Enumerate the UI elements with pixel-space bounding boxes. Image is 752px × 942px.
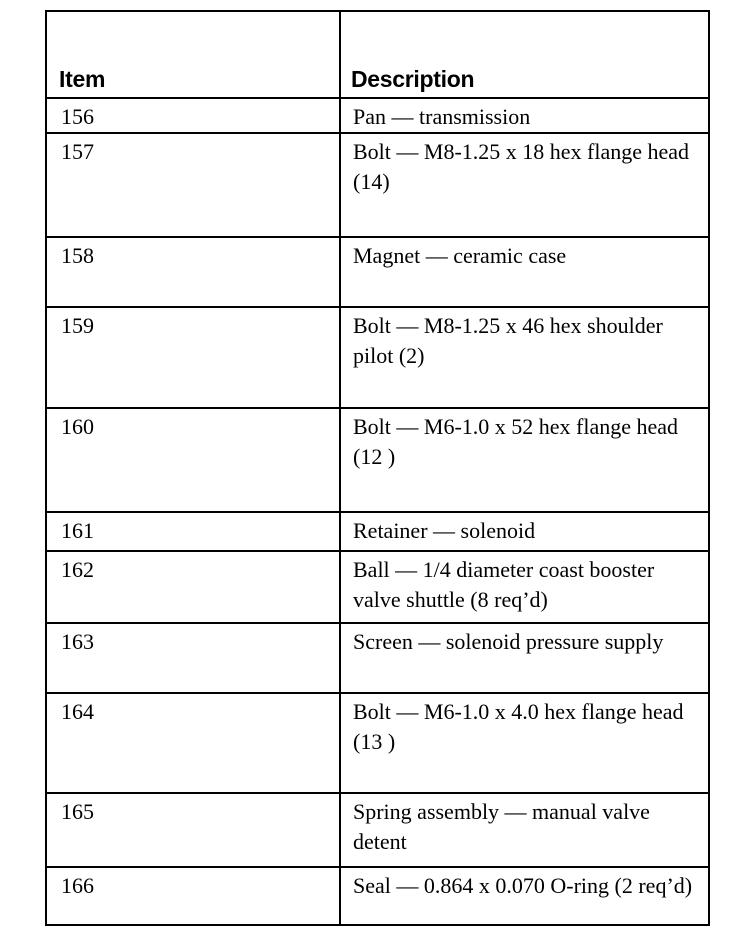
table-row — [47, 867, 708, 924]
item-description: Bolt — M6-1.0 x 4.0 hex flange head (13 ) — [340, 693, 708, 793]
item-number: 158 — [47, 237, 340, 307]
table-row — [47, 693, 708, 793]
item-number: 164 — [47, 693, 340, 793]
table-row — [47, 551, 708, 623]
item-description: Bolt — M6-1.0 x 52 hex flange head (12 ) — [340, 408, 708, 512]
item-number: 162 — [47, 551, 340, 623]
item-description: Bolt — M8-1.25 x 18 hex flange head (14) — [340, 133, 708, 237]
item-number: 165 — [47, 793, 340, 867]
item-number: 157 — [47, 133, 340, 237]
table-row — [47, 512, 708, 551]
item-description: Spring assembly — manual valve detent — [340, 793, 708, 867]
table-row — [47, 623, 708, 693]
parts-table — [47, 12, 708, 924]
item-description: Ball — 1/4 diameter coast booster valve shuttle (8 req’d) — [340, 551, 708, 623]
item-description: Pan — transmission — [340, 98, 708, 133]
description-column-header: Description — [340, 12, 708, 98]
item-number: 166 — [47, 867, 340, 924]
item-description: Seal — 0.864 x 0.070 O-ring (2 req’d) — [340, 867, 708, 924]
table-row — [47, 98, 708, 133]
item-column-header: Item — [47, 12, 340, 98]
item-description: Magnet — ceramic case — [340, 237, 708, 307]
table-row — [47, 408, 708, 512]
table-row — [47, 307, 708, 408]
parts-table-container — [45, 10, 710, 926]
table-row — [47, 237, 708, 307]
item-number: 156 — [47, 98, 340, 133]
item-number: 160 — [47, 408, 340, 512]
item-description: Screen — solenoid pressure supply — [340, 623, 708, 693]
table-header-row — [47, 12, 708, 98]
item-number: 163 — [47, 623, 340, 693]
table-row — [47, 133, 708, 237]
item-number: 159 — [47, 307, 340, 408]
item-description: Retainer — solenoid — [340, 512, 708, 551]
item-description: Bolt — M8-1.25 x 46 hex shoulder pilot (2) — [340, 307, 708, 408]
item-number: 161 — [47, 512, 340, 551]
table-row — [47, 793, 708, 867]
